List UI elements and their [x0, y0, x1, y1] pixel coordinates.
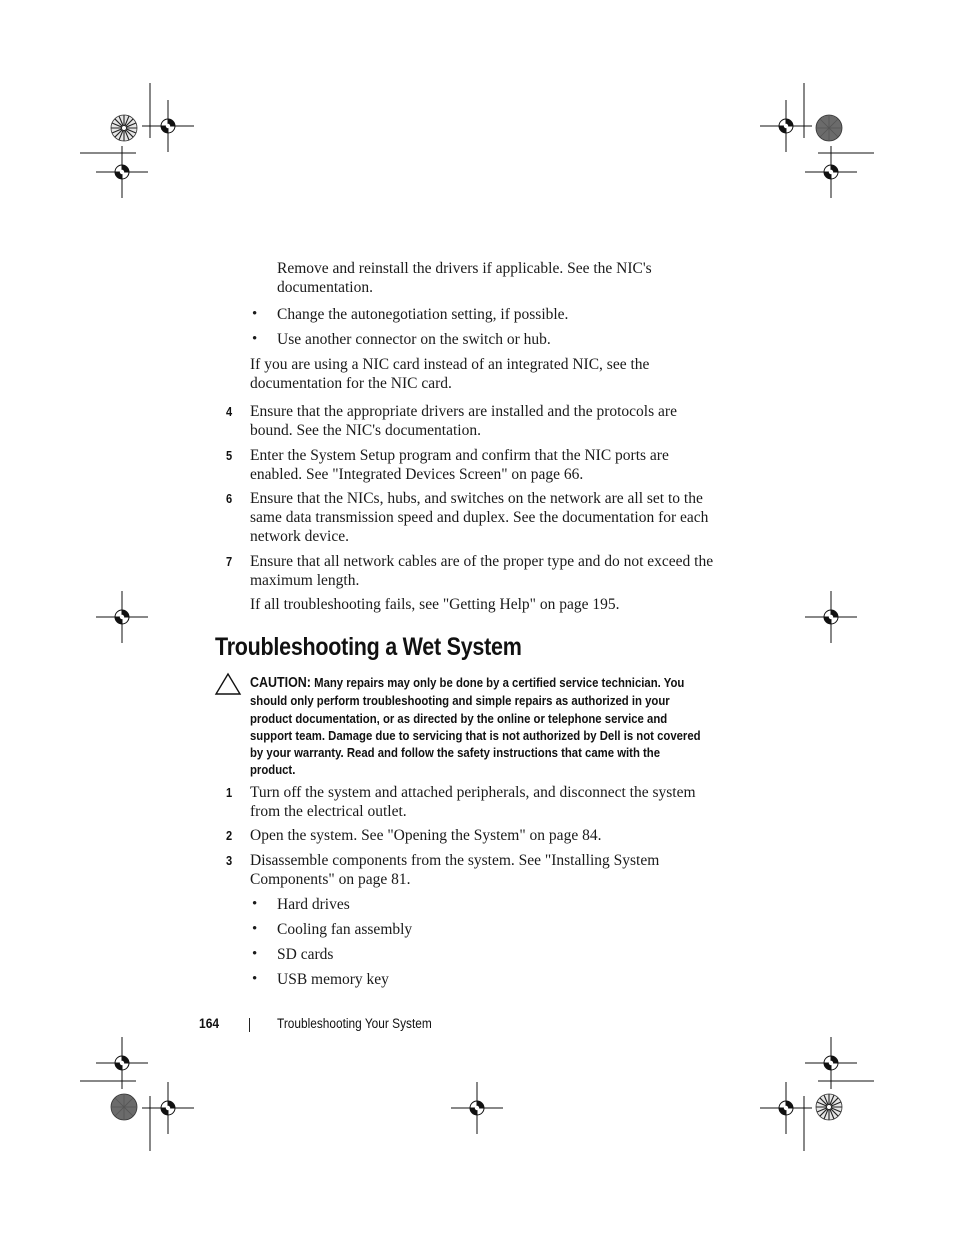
caution-line-3: product documentation, or as directed by the online or telephone service and	[250, 710, 668, 726]
component-item: USB memory key	[277, 971, 389, 988]
bullet-marker: •	[252, 946, 258, 962]
continuation-paragraph	[277, 259, 652, 297]
step-text	[250, 402, 677, 440]
section-title: Troubleshooting a Wet System	[215, 633, 522, 661]
step-number: 5	[226, 448, 233, 463]
footer-divider	[249, 1018, 250, 1032]
step-line: Ensure that the NICs, hubs, and switches on the network are all set to the	[250, 490, 703, 507]
caution-notice	[250, 674, 714, 779]
step-line: Ensure that all network cables are of the proper type and do not exceed the	[250, 553, 714, 570]
bullet-marker: •	[252, 971, 258, 987]
bullet-marker: •	[252, 331, 258, 347]
bullet-marker: •	[252, 921, 258, 937]
component-item: Hard drives	[277, 896, 350, 913]
continuation-line-2: documentation.	[277, 279, 373, 296]
step-line: from the electrical outlet.	[250, 803, 407, 820]
step-line: enabled. See "Integrated Devices Screen" on page 66.	[250, 466, 584, 483]
component-item: Cooling fan assembly	[277, 921, 413, 938]
step-line: Enter the System Setup program and confirm that the NIC ports are	[250, 447, 669, 464]
step-line: Ensure that the appropriate drivers are installed and the protocols are	[250, 403, 677, 420]
page-number: 164	[199, 1015, 220, 1031]
bullet-item: Use another connector on the switch or hub.	[277, 331, 551, 348]
step-number: 2	[226, 828, 233, 843]
step-text: Open the system. See "Opening the System" on page 84.	[250, 827, 602, 844]
step-number: 3	[226, 853, 233, 868]
step-line: Components" on page 81.	[250, 871, 411, 888]
caution-line-1	[250, 674, 714, 692]
step-text	[250, 552, 713, 590]
bullet-marker: •	[252, 896, 258, 912]
nic-note-line-2: documentation for the NIC card.	[250, 375, 452, 392]
step-number: 6	[226, 491, 233, 506]
nic-card-note	[250, 355, 649, 393]
caution-text: Many repairs may only be done by a certified service technician. You	[314, 675, 685, 690]
caution-line-4: support team. Damage due to servicing that is not authorized by Dell is not covered	[250, 727, 701, 743]
step-line: maximum length.	[250, 572, 360, 589]
step-line: Disassemble components from the system. See "Installing System	[250, 852, 660, 869]
bullet-item: Change the autonegotiation setting, if possible.	[277, 306, 569, 323]
help-note: If all troubleshooting fails, see "Getting Help" on page 195.	[250, 596, 620, 613]
component-item: SD cards	[277, 946, 334, 963]
step-line: Turn off the system and attached peripherals, and disconnect the system	[250, 784, 696, 801]
caution-label: CAUTION:	[250, 675, 311, 691]
nic-note-line-1: If you are using a NIC card instead of an integrated NIC, see the	[250, 356, 650, 373]
footer-chapter-title: Troubleshooting Your System	[277, 1016, 432, 1031]
step-text	[250, 446, 669, 484]
step-line: bound. See the NIC's documentation.	[250, 422, 481, 439]
bullet-marker: •	[252, 306, 258, 322]
step-number: 4	[226, 404, 233, 419]
caution-line-5: by your warranty. Read and follow the safety instructions that came with the	[250, 745, 661, 761]
step-line: network device.	[250, 528, 349, 545]
continuation-line-1: Remove and reinstall the drivers if applicable. See the NIC's	[277, 260, 652, 277]
step-text	[250, 489, 708, 546]
caution-line-2: should only perform troubleshooting and simple repairs as authorized in your	[250, 693, 670, 709]
step-line: same data transmission speed and duplex. See the documentation for each	[250, 509, 709, 526]
step-number: 1	[226, 785, 233, 800]
caution-triangle-icon	[214, 672, 242, 696]
step-text	[250, 851, 659, 889]
caution-line-6: product.	[250, 762, 296, 778]
step-number: 7	[226, 554, 233, 569]
step-text	[250, 783, 696, 821]
